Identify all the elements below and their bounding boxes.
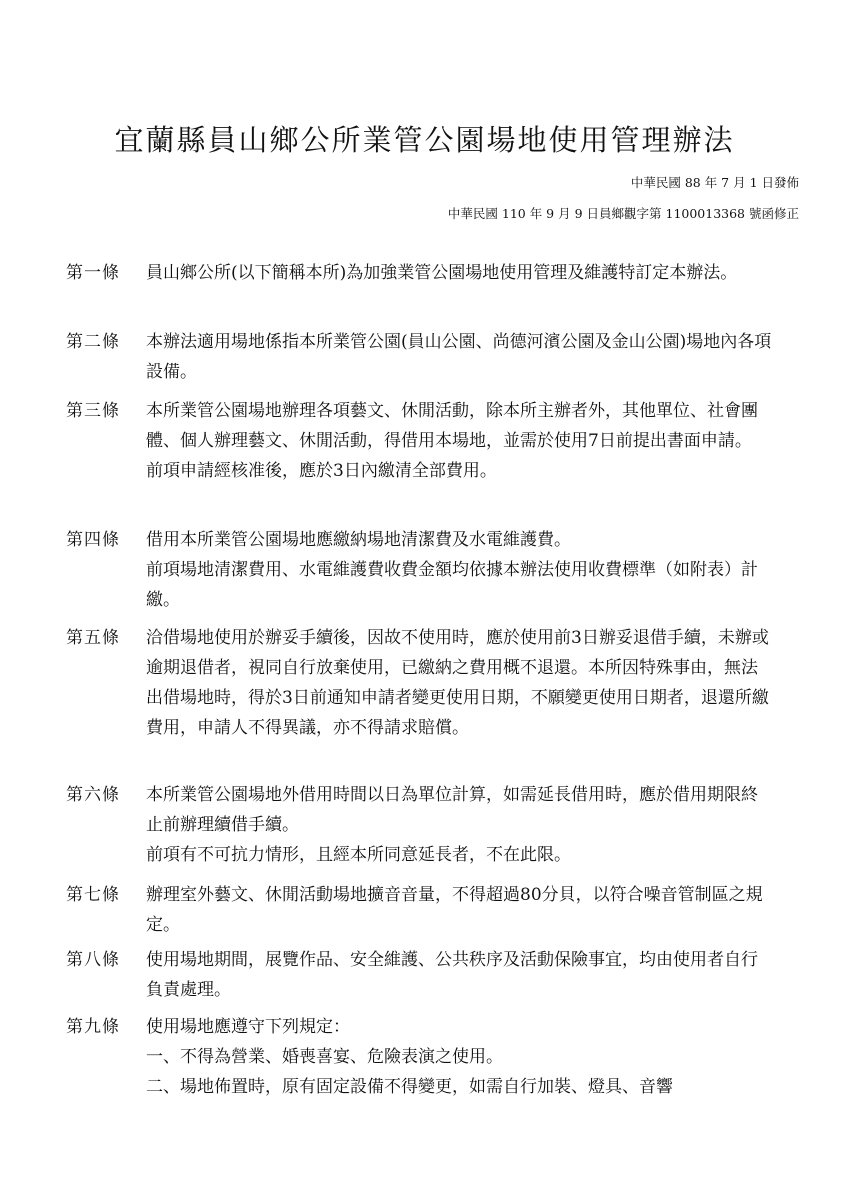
- article-8: [66, 945, 772, 1005]
- article-1: [66, 258, 772, 288]
- article-9: [66, 1012, 772, 1102]
- article-label: 第四條: [66, 530, 120, 550]
- article-2: [66, 327, 772, 387]
- article-text: 辦理室外藝文、休閒活動場地擴音音量，不得超過80分貝，以符合噪音管制區之規定。: [146, 885, 763, 935]
- article-text: 本所業管公園場地辦理各項藝文、休閒活動，除本所主辦者外，其他單位、社會團體、個人辦理藝文、休閒活動，得借用本場地，並需於使用7日前提出書面申請。: [146, 401, 758, 451]
- article-label: 第七條: [66, 885, 120, 905]
- article-4: [66, 525, 772, 615]
- article-label: 第六條: [66, 785, 120, 805]
- list-item: 二、場地佈置時，原有固定設備不得變更，如需自行加裝、燈具、音響: [146, 1077, 673, 1097]
- article-label: 第三條: [66, 401, 120, 421]
- article-text: 本所業管公園場地外借用時間以日為單位計算，如需延長借用時，應於借用期限終止前辦理續借手續。: [146, 785, 758, 835]
- issued-date: 中華民國 88 年 7 月 1 日發佈: [630, 175, 799, 190]
- article-text: 員山鄉公所(以下簡稱本所)為加強業管公園場地使用管理及維護特訂定本辦法。: [146, 263, 738, 283]
- article-label: 第九條: [66, 1017, 120, 1037]
- article-text: 前項場地清潔費用、水電維護費收費金額均依據本辦法使用收費標準（如附表）計繳。: [146, 560, 758, 610]
- article-5: [66, 623, 772, 743]
- article-label: 第一條: [66, 263, 120, 283]
- amendment-note: 中華民國 110 年 9 月 9 日員鄉觀字第 1100013368 號函修正: [447, 206, 799, 221]
- article-6: [66, 780, 772, 870]
- article-text: 使用場地期間，展覽作品、安全維護、公共秩序及活動保險事宜，均由使用者自行負責處理。: [146, 950, 758, 1000]
- article-7: [66, 880, 772, 940]
- article-text: 本辦法適用場地係指本所業管公園(員山公園、尚德河濱公園及金山公園)場地內各項設備。: [146, 332, 772, 382]
- article-label: 第五條: [66, 628, 120, 648]
- list-item: 一、不得為營業、婚喪喜宴、危險表演之使用。: [146, 1047, 503, 1067]
- article-text: 洽借場地使用於辦妥手續後，因故不使用時，應於使用前3日辦妥退借手續，未辦或逾期退借者，視同自行放棄使用，已繳納之費用概不退還。本所因特殊事由，無法出借場地時，得於3日前通知申請者變更使用日期，不願變更使用日期者，退還所繳費用，申請人不得異議，亦不得請求賠償。: [146, 628, 769, 738]
- article-label: 第二條: [66, 332, 120, 352]
- article-text: 前項申請經核准後，應於3日內繳清全部費用。: [146, 461, 497, 481]
- article-text: 使用場地應遵守下列規定：: [146, 1017, 350, 1037]
- article-text: 借用本所業管公園場地應繳納場地清潔費及水電維護費。: [146, 530, 571, 550]
- article-text: 前項有不可抗力情形，且經本所同意延長者，不在此限。: [146, 845, 571, 865]
- article-label: 第八條: [66, 950, 120, 970]
- article-3: [66, 396, 772, 486]
- document-title: 宜蘭縣員山鄉公所業管公園場地使用管理辦法: [114, 123, 735, 157]
